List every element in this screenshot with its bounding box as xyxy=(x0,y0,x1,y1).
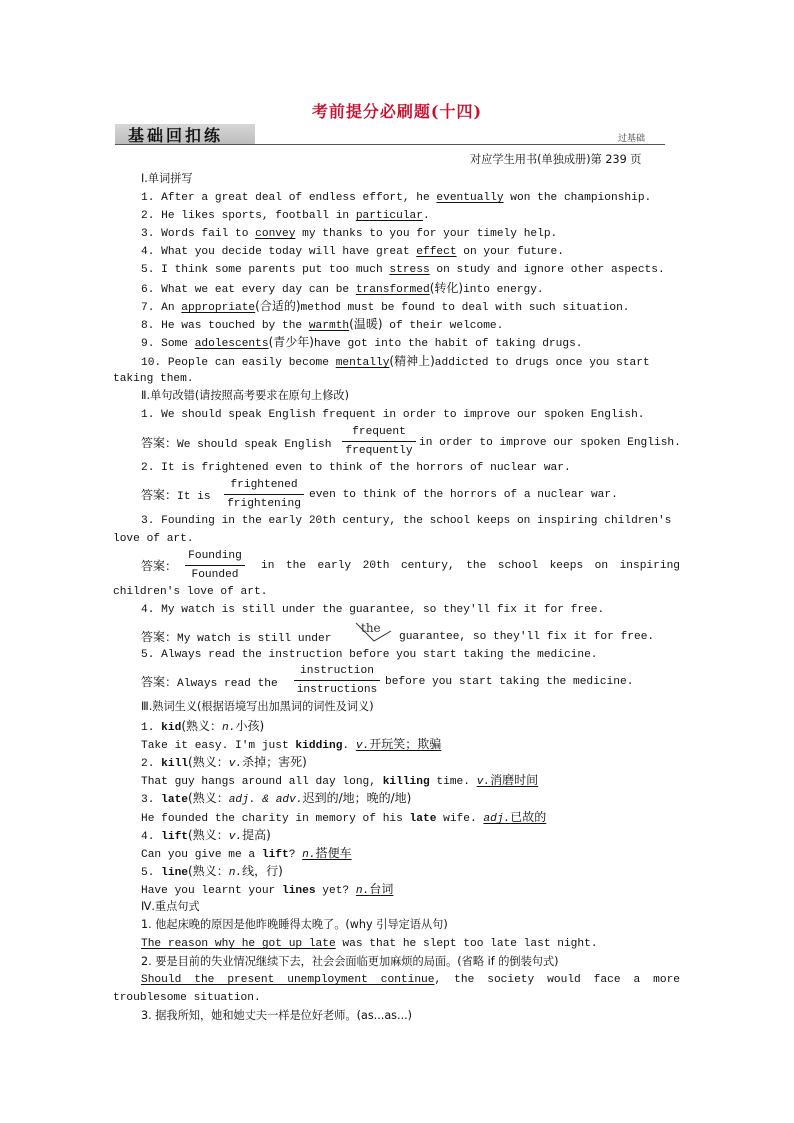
banner-label: 基础回扣练 xyxy=(128,126,224,145)
list-item: 9. Some adolescents(青少年)have got into the habit of taking drugs. xyxy=(141,335,583,350)
book-reference: 对应学生用书(单独成册)第 239 页 xyxy=(470,153,642,166)
sentence-answer: The reason why he got up late was that he slept too late last night. xyxy=(141,938,598,950)
vocab-sentence: He founded the charity in memory of his late wife. adj.已故的 xyxy=(141,810,547,825)
question-line: 4. My watch is still under the guarantee, so they'll fix it for free. xyxy=(141,604,605,616)
banner-rule xyxy=(115,144,665,145)
answer-line-rest: in the early 20th century, the school keeps on inspiring xyxy=(261,560,680,572)
section3-heading: Ⅲ.熟词生义(根据语境写出加黑词的词性及词义) xyxy=(141,700,374,713)
list-item: 1. After a great deal of endless effort, he eventually won the championship. xyxy=(141,192,652,204)
list-item: 10. People can easily become mentally(精神上)addicted to drugs once you start xyxy=(141,354,650,369)
vocab-item: 1. kid(熟义：n.小孩) xyxy=(141,719,265,734)
answer-line: 答案： xyxy=(141,559,178,573)
answer-line-continuation: children's love of art. xyxy=(113,586,268,598)
caret-insert-icon xyxy=(353,621,395,645)
answer-line: 答案：We should speak English xyxy=(141,436,332,451)
correction-mark: frightened frightening xyxy=(224,478,304,511)
sentence-prompt: 2. 要是目前的失业情况继续下去，社会会面临更加麻烦的局面。(省略 if 的倒装句式) xyxy=(141,955,559,968)
list-item: 3. Words fail to convey my thanks to you for your timely help. xyxy=(141,228,558,240)
list-item: 4. What you decide today will have great effect on your future. xyxy=(141,246,564,258)
vocab-sentence: Can you give me a lift? n.搭便车 xyxy=(141,846,352,861)
sentence-answer: Should the present unemployment continue, the society would face a more xyxy=(141,974,681,986)
question-line: 1. We should speak English frequent in order to improve our spoken English. xyxy=(141,409,645,421)
question-line: 3. Founding in the early 20th century, the school keeps on inspiring children's xyxy=(141,515,672,527)
question-line-continuation: love of art. xyxy=(113,533,194,545)
list-item: 7. An appropriate(合适的)method must be found to deal with such situation. xyxy=(141,299,630,314)
vocab-sentence: Have you learnt your lines yet? n.台词 xyxy=(141,882,394,897)
correction-mark: Founding Founded xyxy=(185,549,245,582)
insertion-mark: the xyxy=(353,621,395,645)
answer-line: 答案：My watch is still under xyxy=(141,630,332,645)
sentence-answer-continuation: troublesome situation. xyxy=(113,992,261,1004)
vocab-sentence: That guy hangs around all day long, killing time. v.消磨时间 xyxy=(141,773,539,788)
correction-mark: frequent frequently xyxy=(342,425,416,458)
answer-line-rest: in order to improve our spoken English. xyxy=(419,437,681,449)
section1-heading: Ⅰ.单词拼写 xyxy=(141,172,193,185)
section4-heading: Ⅳ.重点句式 xyxy=(141,900,200,913)
vocab-item: 4. lift(熟义：v.提高) xyxy=(141,828,271,843)
vocab-item: 3. late(熟义：adj. & adv.迟到的/地；晚的/地) xyxy=(141,791,412,806)
question-line: 5. Always read the instruction before you start taking the medicine. xyxy=(141,649,598,661)
list-item: 8. He was touched by the warmth(温暖) of their welcome. xyxy=(141,317,504,332)
page-title: 考前提分必刷题(十四) xyxy=(311,102,483,121)
answer-line-rest: guarantee, so they'll fix it for free. xyxy=(399,631,655,643)
answer-line: 答案：It is xyxy=(141,488,211,503)
vocab-item: 2. kill(熟义：v.杀掉；害死) xyxy=(141,755,307,770)
vocab-sentence: Take it easy. I'm just kidding. v.开玩笑；欺骗 xyxy=(141,737,442,752)
sentence-prompt: 3. 据我所知，她和她丈夫一样是位好老师。(as...as...) xyxy=(141,1009,413,1022)
vocab-item: 5. line(熟义：n.线，行) xyxy=(141,864,283,879)
list-item: 6. What we eat every day can be transformed(转化)into energy. xyxy=(141,281,544,296)
question-line: 2. It is frightened even to think of the horrors of nuclear war. xyxy=(141,462,571,474)
banner-tag: 过基础 xyxy=(618,134,646,144)
correction-mark: instruction instructions xyxy=(294,664,380,697)
list-item: 2. He likes sports, football in particular. xyxy=(141,210,430,222)
sentence-prompt: 1. 他起床晚的原因是他昨晚睡得太晚了。(why 引导定语从句) xyxy=(141,918,448,931)
answer-line-rest: before you start taking the medicine. xyxy=(385,676,634,688)
section2-heading: Ⅱ.单句改错(请按照高考要求在原句上修改) xyxy=(141,389,349,402)
list-item-continuation: taking them. xyxy=(113,373,194,385)
answer-line-rest: even to think of the horrors of a nuclear war. xyxy=(309,489,618,501)
answer-line: 答案：Always read the xyxy=(141,675,278,690)
list-item: 5. I think some parents put too much stress on study and ignore other aspects. xyxy=(141,264,665,276)
